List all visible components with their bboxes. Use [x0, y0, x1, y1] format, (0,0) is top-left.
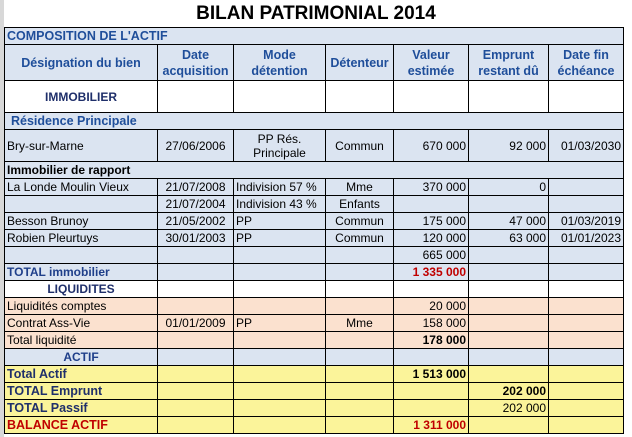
- cell[interactable]: [234, 417, 326, 434]
- cell[interactable]: [326, 417, 394, 434]
- liquidites-label[interactable]: LIQUIDITES: [5, 281, 158, 298]
- cell[interactable]: [234, 281, 326, 298]
- cell[interactable]: [158, 417, 234, 434]
- cell[interactable]: [234, 298, 326, 315]
- cell[interactable]: Liquidités comptes: [5, 298, 158, 315]
- cell[interactable]: 178 000: [394, 332, 469, 349]
- cell[interactable]: [549, 315, 624, 332]
- cell[interactable]: [549, 349, 624, 366]
- header-cell[interactable]: Mode détention: [234, 45, 326, 81]
- cell[interactable]: Mme: [326, 315, 394, 332]
- cell[interactable]: [549, 179, 624, 196]
- total-immobilier-label[interactable]: TOTAL immobilier: [5, 264, 158, 281]
- total-value[interactable]: 1 513 000: [394, 366, 469, 383]
- cell[interactable]: 30/01/2003: [158, 230, 234, 247]
- cell[interactable]: [158, 264, 234, 281]
- cell[interactable]: [234, 383, 326, 400]
- cell[interactable]: [549, 332, 624, 349]
- cell[interactable]: [469, 281, 549, 298]
- residence-label-row: [5, 113, 624, 130]
- cell[interactable]: [394, 349, 469, 366]
- cell[interactable]: 27/06/2006: [158, 130, 234, 162]
- rapport-label[interactable]: Immobilier de rapport: [5, 162, 624, 179]
- cell[interactable]: [326, 400, 394, 417]
- cell[interactable]: 01/03/2030: [549, 130, 624, 162]
- cell[interactable]: [158, 349, 234, 366]
- cell[interactable]: 0: [469, 179, 549, 196]
- liquidites-row: [5, 298, 624, 315]
- cell[interactable]: 63 000: [469, 230, 549, 247]
- cell[interactable]: PP: [234, 230, 326, 247]
- cell[interactable]: PP: [234, 315, 326, 332]
- actif-label-row: [5, 349, 624, 366]
- cell[interactable]: [326, 298, 394, 315]
- cell[interactable]: PP: [234, 213, 326, 230]
- cell[interactable]: [5, 247, 158, 264]
- cell[interactable]: Besson Brunoy: [5, 213, 158, 230]
- rapport-subtotal-row: [5, 247, 624, 264]
- residence-row: [5, 130, 624, 162]
- cell[interactable]: [469, 298, 549, 315]
- cell[interactable]: [469, 349, 549, 366]
- cell[interactable]: [158, 400, 234, 417]
- cell[interactable]: [469, 264, 549, 281]
- header-cell[interactable]: Date acquisition: [158, 45, 234, 81]
- cell[interactable]: [158, 366, 234, 383]
- cell[interactable]: Indivision 57 %: [234, 179, 326, 196]
- cell[interactable]: Enfants: [326, 196, 394, 213]
- total-value[interactable]: [394, 383, 469, 400]
- total-emprunt[interactable]: [469, 366, 549, 383]
- sheet-title: BILAN PATRIMONIAL 2014: [196, 3, 436, 24]
- cell[interactable]: [469, 196, 549, 213]
- cell[interactable]: Contrat Ass-Vie: [5, 315, 158, 332]
- bilan-table: [4, 27, 624, 434]
- cell[interactable]: 120 000: [394, 230, 469, 247]
- total-label[interactable]: TOTAL Passif: [5, 400, 158, 417]
- rapport-row: [5, 230, 624, 247]
- cell[interactable]: [158, 298, 234, 315]
- cell[interactable]: [234, 81, 326, 113]
- cell[interactable]: 370 000: [394, 179, 469, 196]
- cell[interactable]: [326, 349, 394, 366]
- total-label[interactable]: Total Actif: [5, 366, 158, 383]
- cell[interactable]: [158, 383, 234, 400]
- cell[interactable]: 175 000: [394, 213, 469, 230]
- cell[interactable]: [326, 281, 394, 298]
- cell[interactable]: [326, 366, 394, 383]
- cell[interactable]: [234, 332, 326, 349]
- balance-label[interactable]: BALANCE ACTIF: [5, 417, 158, 434]
- liquidites-row: [5, 315, 624, 332]
- cell[interactable]: [394, 281, 469, 298]
- cell[interactable]: [234, 400, 326, 417]
- cell[interactable]: [549, 417, 624, 434]
- cell[interactable]: [549, 400, 624, 417]
- cell[interactable]: [469, 315, 549, 332]
- balance-emprunt[interactable]: [469, 417, 549, 434]
- cell[interactable]: [5, 196, 158, 213]
- cell[interactable]: Commun: [326, 230, 394, 247]
- total-immobilier-value[interactable]: 1 335 000: [394, 264, 469, 281]
- header-cell[interactable]: Désignation du bien: [5, 45, 158, 81]
- cell[interactable]: [234, 247, 326, 264]
- cell[interactable]: [234, 264, 326, 281]
- rapport-row: [5, 213, 624, 230]
- cell[interactable]: PP Rés. Principale: [234, 130, 326, 162]
- cell[interactable]: [549, 264, 624, 281]
- cell[interactable]: [158, 332, 234, 349]
- section-label[interactable]: COMPOSITION DE L'ACTIF: [5, 28, 624, 45]
- cell[interactable]: [549, 383, 624, 400]
- cell[interactable]: [549, 366, 624, 383]
- cell[interactable]: Total liquidité: [5, 332, 158, 349]
- cell[interactable]: [158, 81, 234, 113]
- cell[interactable]: Mme: [326, 179, 394, 196]
- total-row: [5, 400, 624, 417]
- header-cell[interactable]: Détenteur: [326, 45, 394, 81]
- cell[interactable]: [549, 281, 624, 298]
- cell[interactable]: [469, 247, 549, 264]
- total-row: [5, 383, 624, 400]
- cell[interactable]: [549, 298, 624, 315]
- cell[interactable]: Indivision 43 %: [234, 196, 326, 213]
- cell[interactable]: 670 000: [394, 130, 469, 162]
- header-cell[interactable]: Emprunt restant dû: [469, 45, 549, 81]
- total-emprunt[interactable]: 202 000: [469, 383, 549, 400]
- cell[interactable]: [326, 264, 394, 281]
- rapport-label-row: [5, 162, 624, 179]
- total-emprunt[interactable]: 202 000: [469, 400, 549, 417]
- cell[interactable]: 21/05/2002: [158, 213, 234, 230]
- total-value[interactable]: [394, 400, 469, 417]
- cell[interactable]: Commun: [326, 213, 394, 230]
- cell[interactable]: [469, 81, 549, 113]
- cell[interactable]: [234, 349, 326, 366]
- cell[interactable]: [158, 247, 234, 264]
- liquidites-total-row: [5, 332, 624, 349]
- cell[interactable]: Robien Pleurtuys: [5, 230, 158, 247]
- cell[interactable]: 21/07/2008: [158, 179, 234, 196]
- actif-label[interactable]: ACTIF: [5, 349, 158, 366]
- cell[interactable]: 47 000: [469, 213, 549, 230]
- cell[interactable]: 92 000: [469, 130, 549, 162]
- rapport-row: [5, 196, 624, 213]
- cell[interactable]: [394, 81, 469, 113]
- cell[interactable]: 158 000: [394, 315, 469, 332]
- cell[interactable]: [394, 196, 469, 213]
- section-row: [5, 28, 624, 45]
- cell[interactable]: La Londe Moulin Vieux: [5, 179, 158, 196]
- immobilier-row: [5, 81, 624, 113]
- total-row: [5, 366, 624, 383]
- cell[interactable]: 01/01/2009: [158, 315, 234, 332]
- cell[interactable]: [326, 332, 394, 349]
- cell[interactable]: [326, 81, 394, 113]
- cell[interactable]: [469, 332, 549, 349]
- cell[interactable]: 21/07/2004: [158, 196, 234, 213]
- cell[interactable]: [158, 281, 234, 298]
- header-cell[interactable]: Valeur estimée: [394, 45, 469, 81]
- header-row: [5, 45, 624, 81]
- residence-label[interactable]: Résidence Principale: [5, 113, 624, 130]
- cell[interactable]: Bry-sur-Marne: [5, 130, 158, 162]
- cell[interactable]: 665 000: [394, 247, 469, 264]
- balance-value[interactable]: 1 311 000: [394, 417, 469, 434]
- header-cell[interactable]: Date fin échéance: [549, 45, 624, 81]
- rapport-row: [5, 179, 624, 196]
- cell[interactable]: [326, 247, 394, 264]
- cell[interactable]: 20 000: [394, 298, 469, 315]
- total-label[interactable]: TOTAL Emprunt: [5, 383, 158, 400]
- cell[interactable]: [549, 196, 624, 213]
- total-immobilier-row: [5, 264, 624, 281]
- cell[interactable]: [549, 247, 624, 264]
- balance-row: [5, 417, 624, 434]
- liquidites-label-row: [5, 281, 624, 298]
- immobilier-label[interactable]: IMMOBILIER: [5, 81, 158, 113]
- cell[interactable]: Commun: [326, 130, 394, 162]
- cell[interactable]: [326, 383, 394, 400]
- cell[interactable]: [549, 81, 624, 113]
- cell[interactable]: 01/01/2023: [549, 230, 624, 247]
- cell[interactable]: 01/03/2019: [549, 213, 624, 230]
- cell[interactable]: [234, 366, 326, 383]
